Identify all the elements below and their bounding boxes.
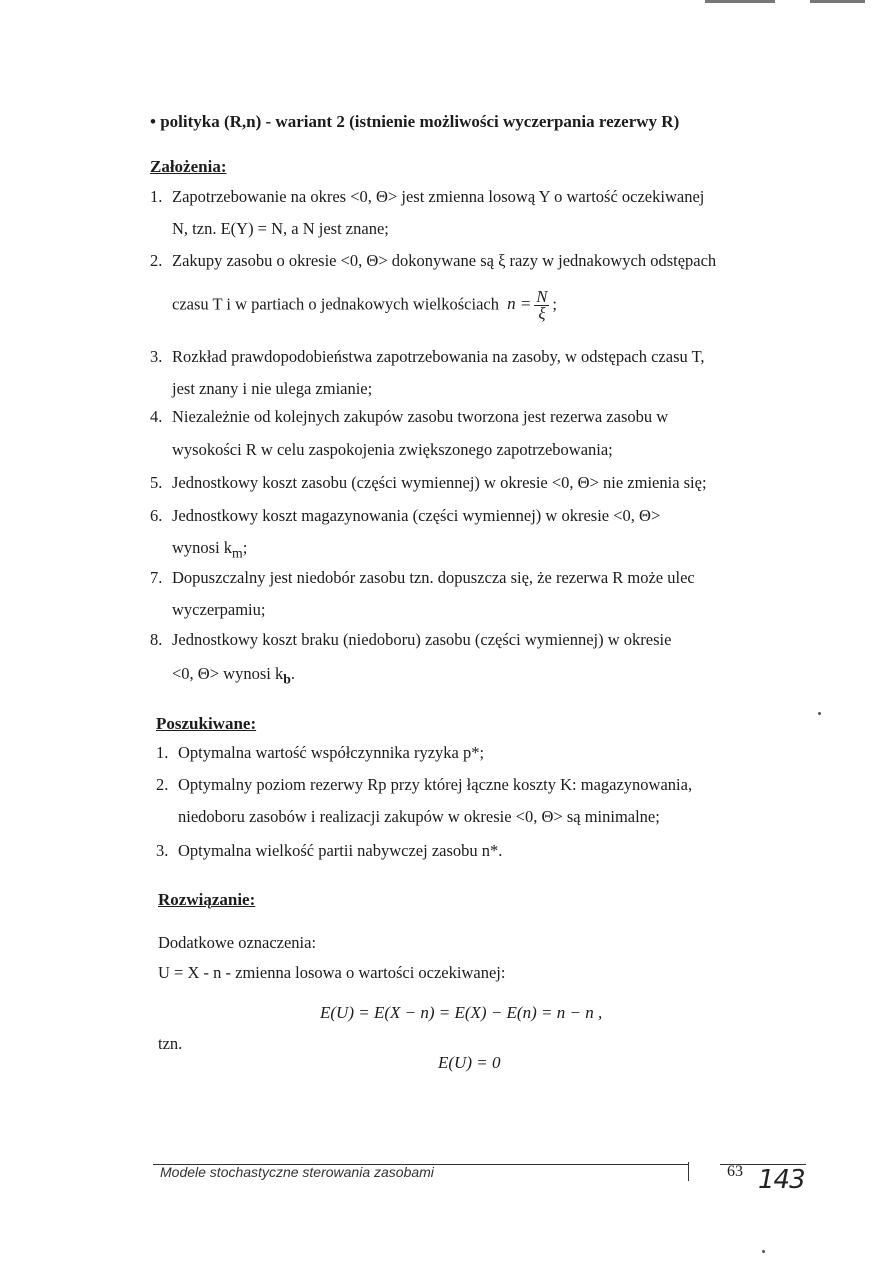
solution-intro: Dodatkowe oznaczenia: [158, 933, 317, 952]
assumption-1-line-2: N, tzn. E(Y) = N, a N jest znane; [172, 219, 389, 238]
tzn-label: tzn. [158, 1034, 183, 1053]
equation-expected-u-zero: E(U) = 0 [438, 1053, 501, 1072]
scan-mark [705, 0, 775, 3]
page-number: 63 [727, 1163, 743, 1180]
scan-mark [810, 0, 865, 3]
assumption-4-line-1: 4. Niezależnie od kolejnych zakupów zasobu tworzona jest rezerwa zasobu w [150, 407, 669, 426]
assumption-6-line-1: 6. Jednostkowy koszt magazynowania (części wymiennej) w okresie <0, Θ> [150, 506, 661, 525]
assumption-3-line-1: 3. Rozkład prawdopodobieństwa zapotrzebowania na zasoby, w odstępach czasu T, [150, 347, 705, 366]
assumption-7-line-2: wyczerpamiu; [172, 600, 266, 619]
assumption-6-line-2: wynosi $k_m$; [172, 538, 248, 561]
assumption-2-line-1: 2. Zakupy zasobu o okresie <0, Θ> dokonywane są ξ razy w jednakowych odstępach [150, 251, 717, 270]
assumption-2-line-2: czasu T i w partiach o jednakowych wielkościach n = $\frac{N}{\xi}$ ; [172, 287, 557, 323]
sought-2-line-2: niedoboru zasobów i realizacji zakupów w okresie <0, Θ> są minimalne; [178, 807, 660, 826]
sought-1: 1. Optymalna wartość współczynnika ryzyka p*; [156, 743, 485, 762]
equation-expected-u: E(U) = E(X − n) = E(X) − E(n) = n − n , [320, 1003, 603, 1022]
sought-heading: Poszukiwane: [156, 714, 257, 733]
assumption-7-line-1: 7. Dopuszczalny jest niedobór zasobu tzn. dopuszcza się, że rezerwa R może ulec [150, 568, 695, 587]
scan-speck [762, 1250, 765, 1253]
u-definition: U = X - n - zmienna losowa o wartości oczekiwanej: [158, 963, 506, 982]
assumption-8-line-1: 8. Jednostkowy koszt braku (niedoboru) zasobu (części wymiennej) w okresie [150, 630, 672, 649]
assumptions-heading: Założenia: [150, 157, 227, 176]
footer-title: Modele stochastyczne sterowania zasobami [160, 1164, 434, 1180]
scan-speck [818, 712, 821, 715]
sought-2-line-1: 2. Optymalny poziom rezerwy Rp przy której łączne koszty K: magazynowania, [156, 775, 693, 794]
assumption-4-line-2: wysokości R w celu zaspokojenia zwiększonego zapotrzebowania; [172, 440, 613, 459]
fraction-n-over-xi: $\frac{N}{\xi}$ [536, 287, 548, 323]
assumption-8-line-2: <0, Θ> wynosi $k_b$. [172, 664, 295, 687]
handwritten-page-number: 143 [758, 1165, 805, 1195]
footer-divider [688, 1162, 689, 1181]
assumption-5-line-1: 5. Jednostkowy koszt zasobu (części wymiennej) w okresie <0, Θ> nie zmienia się; [150, 473, 707, 492]
solution-heading: Rozwiązanie: [158, 890, 256, 909]
sought-3: 3. Optymalna wielkość partii nabywczej zasobu n*. [156, 841, 503, 860]
section-title: • polityka (R,n) - wariant 2 (istnienie możliwości wyczerpania rezerwy R) [150, 112, 680, 131]
assumption-3-line-2: jest znany i nie ulega zmianie; [172, 379, 373, 398]
assumption-1-line-1: 1. Zapotrzebowanie na okres <0, Θ> jest zmienna losową Y o wartość oczekiwanej [150, 187, 705, 206]
